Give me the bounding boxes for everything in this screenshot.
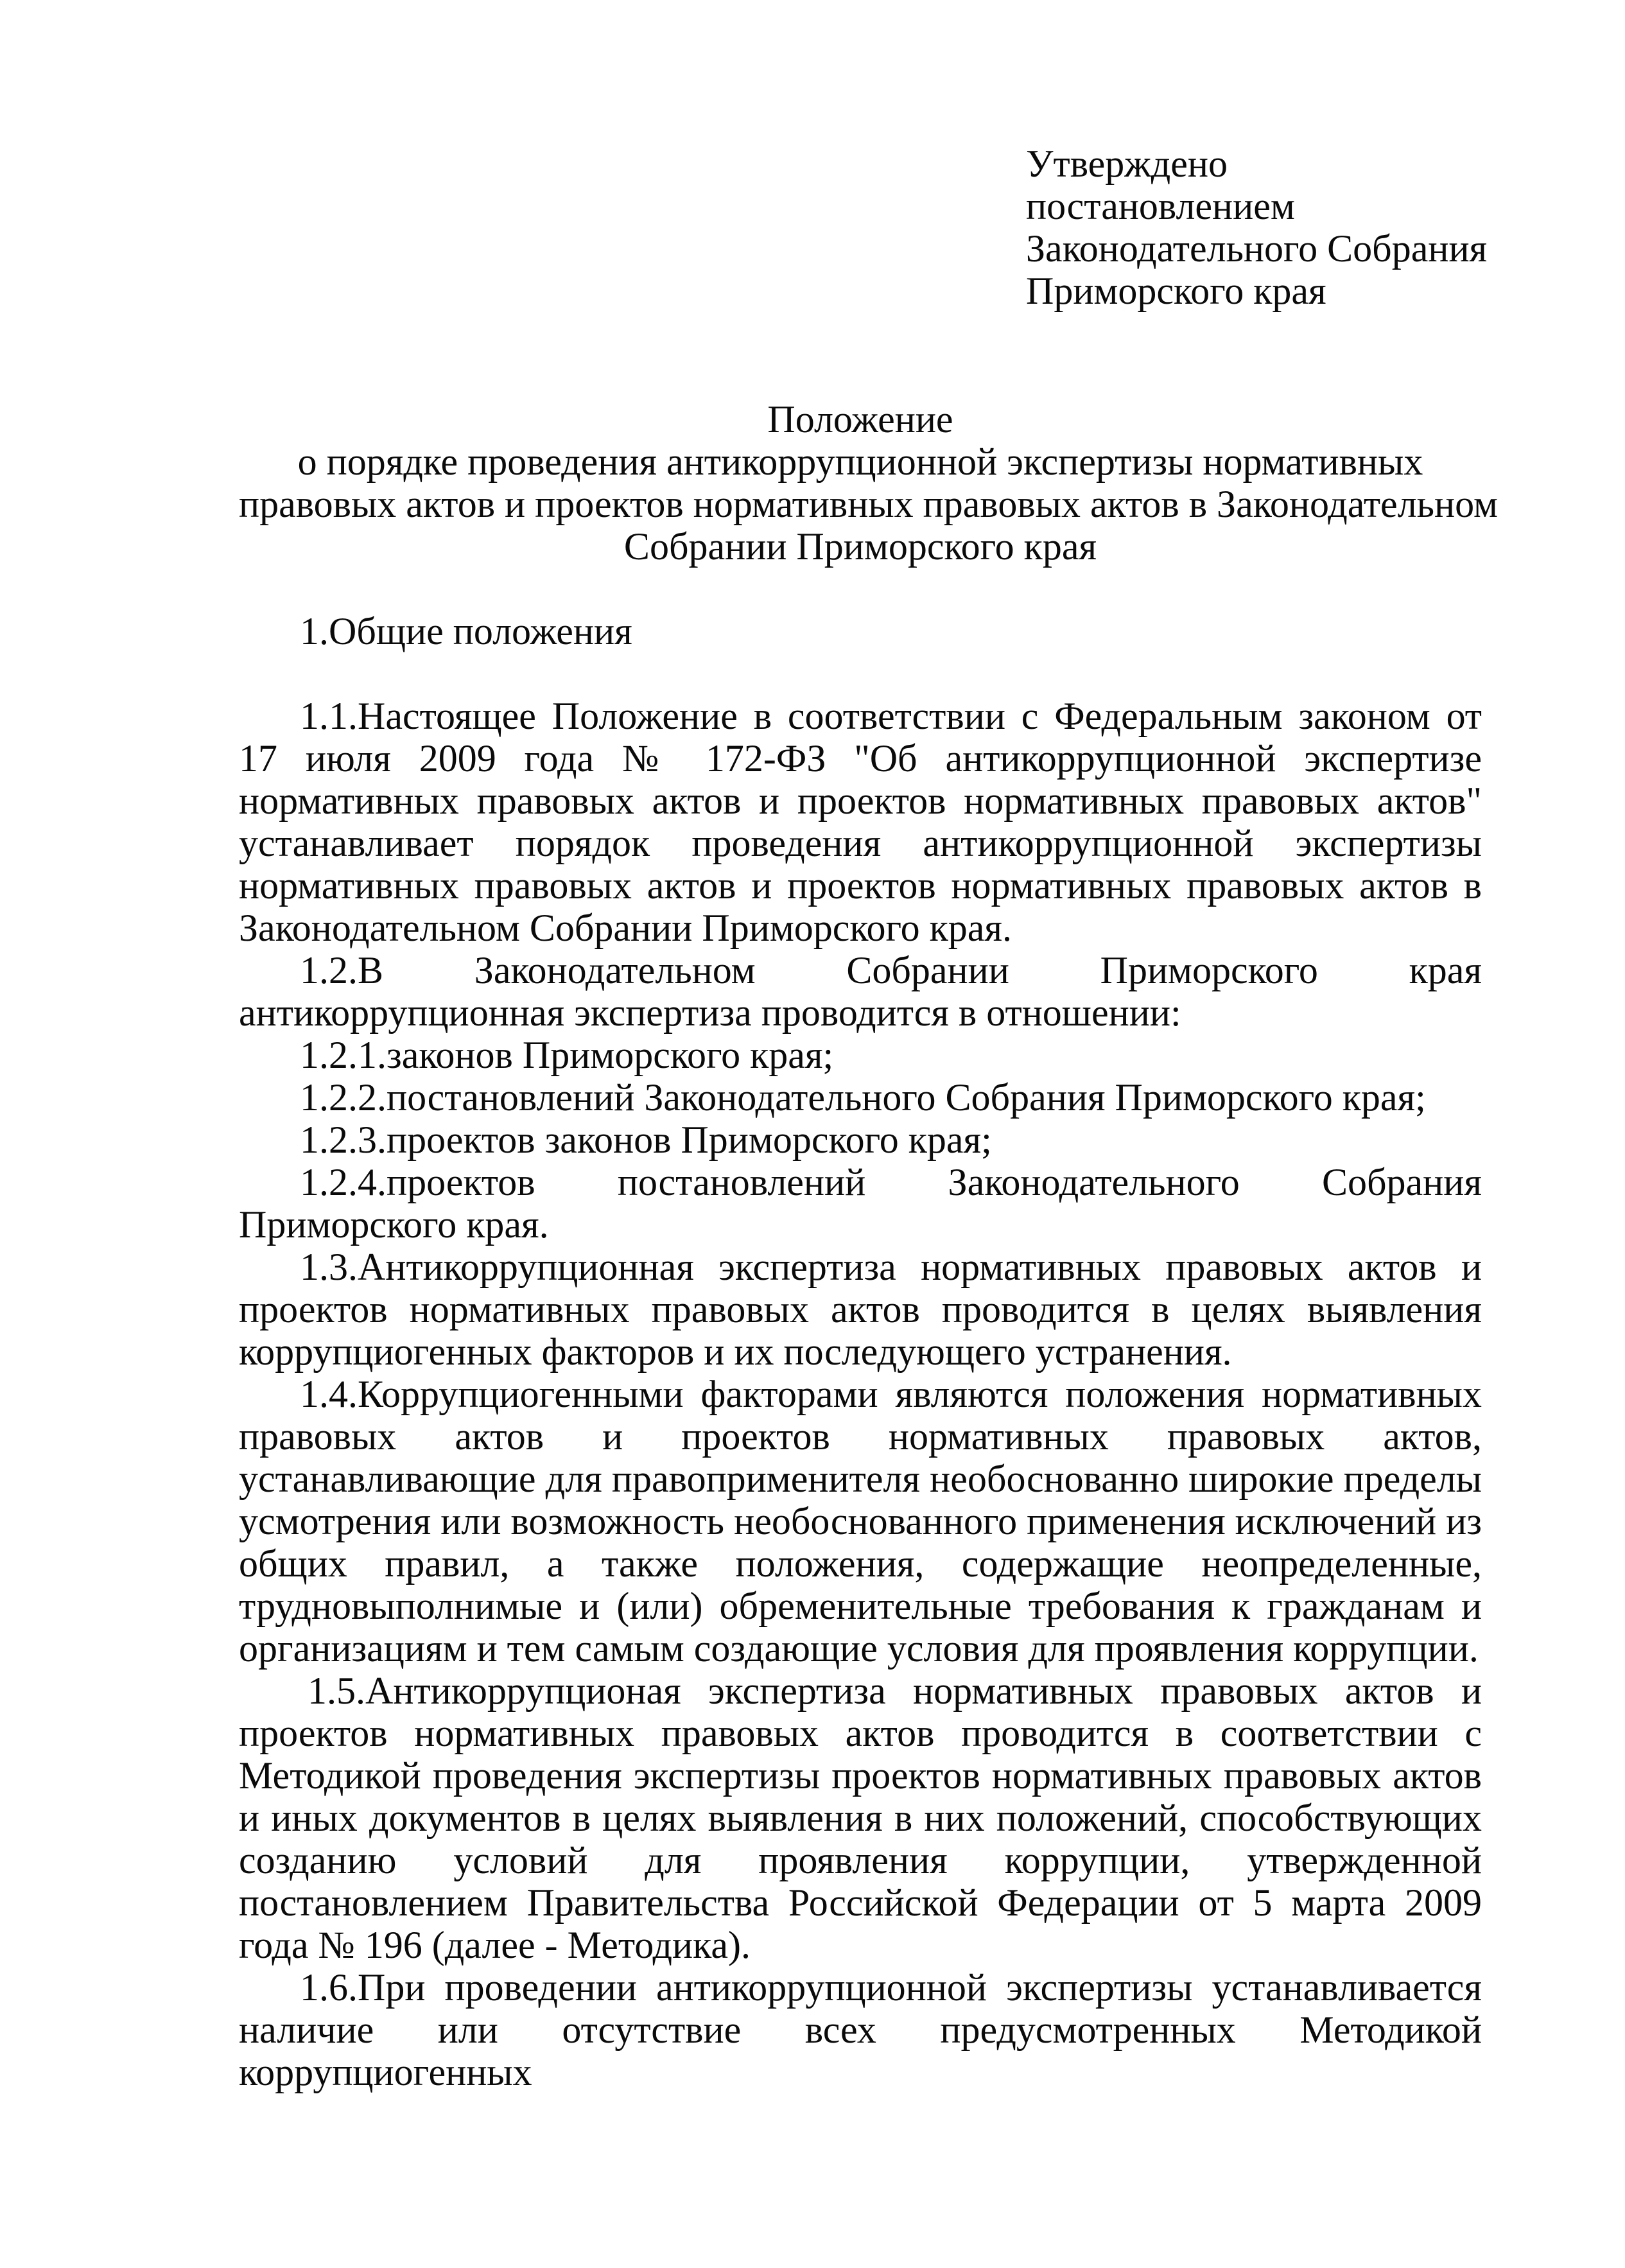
paragraph-1-5: 1.5.Антикоррупционая экспертиза нормативных правовых актов и проектов нормативных правовых актов проводится в соответствии с Методикой проведения экспертизы проектов нормативных правовых актов и иных документов в целях выявления в них положений, способствующих созданию условий для проявления коррупции, утвержденной постановлением Правительства Российской Федерации от 5 марта 2009 года № 196 (далее - Методика).	[239, 1670, 1482, 1966]
document-title-block	[239, 398, 1498, 568]
document-title: Положение	[767, 398, 953, 441]
approval-stamp-block	[1026, 143, 1552, 312]
approval-line: постановлением	[1026, 185, 1295, 227]
approval-line: Законодательного Собрания	[1026, 227, 1488, 270]
paragraph-1-4: 1.4.Коррупциогенными факторами являются положения нормативных правовых актов и проектов нормативных правовых актов, устанавливающие для правоприменителя необоснованно широкие пределы усмотрения или возможность необоснованного применения исключений из общих правил, а также положения, содержащие неопределенные, трудновыполнимые и (или) обременительные требования к гражданам и организациям и тем самым создающие условия для проявления коррупции.	[239, 1373, 1482, 1670]
approval-line: Приморского края	[1026, 270, 1326, 312]
section-heading: 1.Общие положения	[300, 610, 632, 652]
paragraph-1-2-2: 1.2.2.постановлений Законодательного Собрания Приморского края;	[300, 1076, 1426, 1119]
paragraph-1-6: 1.6.При проведении антикоррупционной экспертизы устанавливается наличие или отсутствие всех предусмотренных Методикой коррупциогенных	[239, 1966, 1482, 2093]
approval-line: Утверждено	[1026, 143, 1228, 185]
paragraph-1-2-3: 1.2.3.проектов законов Приморского края;	[300, 1119, 992, 1161]
document-subtitle-line: правовых актов и проектов нормативных правовых актов в Законодательном	[239, 483, 1498, 525]
paragraph-1-1: 1.1.Настоящее Положение в соответствии с Федеральным законом от 17 июля 2009 года № 172-ФЗ "Об антикоррупционной экспертизе нормативных правовых актов и проектов нормативных правовых актов" устанавливает порядок проведения антикоррупционной экспертизы нормативных правовых актов и проектов нормативных правовых актов в Законодательном Собрании Приморского края.	[239, 695, 1482, 949]
paragraph-1-2-4: 1.2.4.проектов постановлений Законодательного Собрания Приморского края.	[239, 1161, 1482, 1246]
paragraph-1-2: 1.2.В Законодательном Собрании Приморского края антикоррупционная экспертиза проводится в отношении:	[239, 949, 1482, 1034]
document-body	[239, 695, 1482, 2093]
paragraph-1-2-1: 1.2.1.законов Приморского края;	[300, 1034, 834, 1076]
paragraph-1-3: 1.3.Антикоррупционная экспертиза нормативных правовых актов и проектов нормативных правовых актов проводится в целях выявления коррупциогенных факторов и их последующего устранения.	[239, 1246, 1482, 1373]
document-subtitle-line: о порядке проведения антикоррупционной экспертизы нормативных	[297, 441, 1423, 483]
document-subtitle-line: Собрании Приморского края	[623, 525, 1097, 568]
